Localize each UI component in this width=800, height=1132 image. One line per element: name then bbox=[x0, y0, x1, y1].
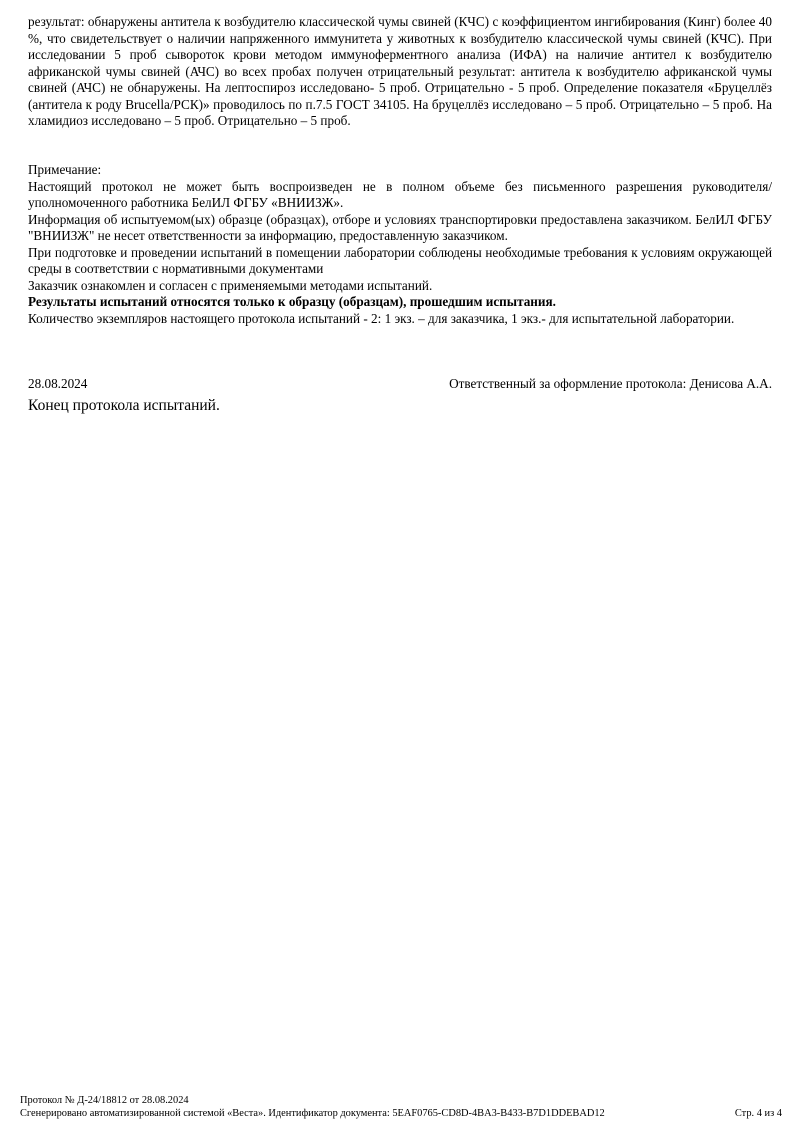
footer-row bbox=[20, 1107, 782, 1120]
note-customer-agreement: Заказчик ознакомлен и согласен с применяемыми методами испытаний. bbox=[28, 277, 433, 293]
note-lab-conditions: При подготовке и проведении испытаний в помещении лаборатории соблюдены необходимые требования к условиям окружающей среды в соответствии с нормативными документами bbox=[28, 244, 772, 276]
notes-heading: Примечание: bbox=[28, 162, 102, 177]
signature-date: 28.08.2024 bbox=[28, 376, 88, 391]
note-reproduction: Настоящий протокол не может быть воспроизведен не в полном объеме без письменного разрешения руководителя/уполномоченного работника БелИЛ ФГБУ «ВНИИЗЖ». bbox=[28, 178, 772, 210]
footer-page-number: Стр. 4 из 4 bbox=[734, 1108, 782, 1119]
note-sample-info: Информация об испытуемом(ых) образце (образцах), отборе и условиях транспортировки предоставлена заказчиком. БелИЛ ФГБУ "ВНИИЗЖ" не несет ответственности за информацию, предоставленную заказчиком. bbox=[28, 211, 772, 243]
note-results-scope: Результаты испытаний относятся только к образцу (образцам), прошедшим испытания. bbox=[28, 294, 556, 309]
responsible-person: Ответственный за оформление протокола: Денисова А.А. bbox=[449, 376, 772, 391]
results-paragraph: результат: обнаружены антитела к возбудителю классической чумы свиней (КЧС) с коэффициентом ингибирования (Кинг) более 40 %, что свидетельствует о наличии напряженного иммунитета у животных к возбудителю классической чумы свиней (КЧС). При исследовании 5 проб сывороток крови методом иммуноферментного анализа (ИФА) на наличие антител к возбудителю африканской чумы свиней (АЧС) во всех пробах получен отрицательный результат: антитела к возбудителю африканской чумы свиней (АЧС) не обнаружены. На лептоспироз исследовано- 5 проб. Отрицательно - 5 проб. Определение показателя «Бруцеллёз (антитела к роду Brucella/РСК)» проводилось по п.7.5 ГОСТ 34105. На бруцеллёз исследовано – 5 проб. Отрицательно – 5 проб. На хламидиоз исследовано – 5 проб. Отрицательно – 5 проб. bbox=[28, 14, 772, 128]
page-footer bbox=[20, 1094, 782, 1120]
note-copies-count: Количество экземпляров настоящего протокола испытаний - 2: 1 экз. – для заказчика, 1 экз.- для испытательной лаборатории. bbox=[28, 310, 735, 326]
footer-protocol-number: Протокол № Д-24/18812 от 28.08.2024 bbox=[20, 1095, 189, 1106]
footer-generated-by: Сгенерировано автоматизированной системой «Веста». Идентификатор документа: 5EAF0765-CD8D-4BA3-B433-B7D1DDEBAD12 bbox=[20, 1108, 605, 1119]
signature-row bbox=[28, 376, 772, 393]
notes-section bbox=[28, 162, 772, 327]
end-of-protocol: Конец протокола испытаний. bbox=[28, 397, 220, 414]
